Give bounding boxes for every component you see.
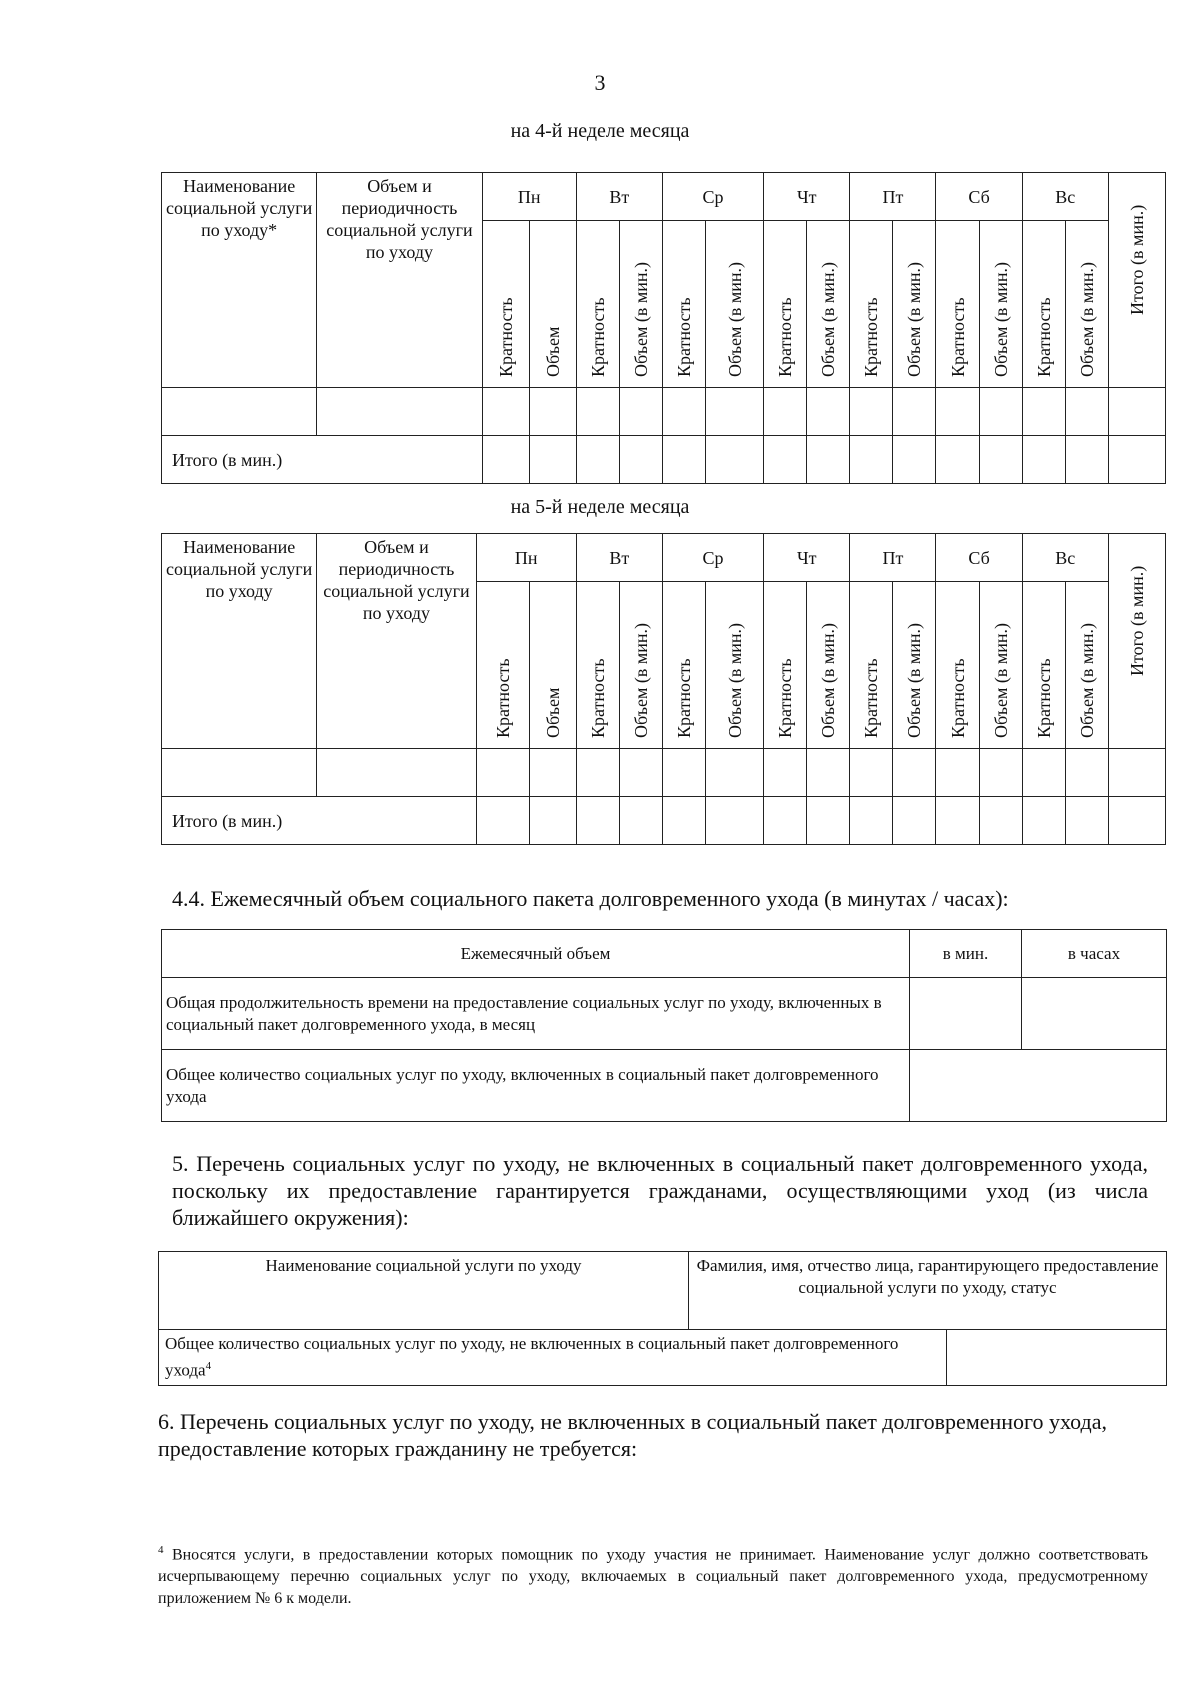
table-cell[interactable] <box>979 797 1022 845</box>
col-hours: в часах <box>1022 930 1167 978</box>
table-cell[interactable] <box>764 388 807 436</box>
week5-day-thu: Чт <box>764 534 850 582</box>
table-cell[interactable] <box>936 388 979 436</box>
week4-col-itogo: Итого (в мин.) <box>1108 173 1165 388</box>
section-6-heading: 6. Перечень социальных услуг по уходу, не включенных в социальный пакет долговременного ухода, предоставление которых гражданину не требуется: <box>158 1409 1108 1461</box>
week4-day-fri: Пт <box>850 173 936 221</box>
week5-total-label: Итого (в мин.) <box>162 797 477 845</box>
table-cell[interactable] <box>619 388 662 436</box>
week5-wed-obem: Объем (в мин.) <box>706 582 764 749</box>
table-cell[interactable] <box>1022 797 1065 845</box>
total-count-cell[interactable] <box>910 1050 1167 1122</box>
table-cell[interactable] <box>1108 749 1165 797</box>
week4-col-volume: Объем и периодичность социальной услуги по уходу <box>317 173 482 388</box>
week5-sat-obem: Объем (в мин.) <box>979 582 1022 749</box>
section-4-4-heading: 4.4. Ежемесячный объем социального пакета долговременного ухода (в минутах / часах): <box>172 886 1009 911</box>
week5-sun-kratnost: Кратность <box>1022 582 1065 749</box>
week4-day-mon: Пн <box>482 173 576 221</box>
table-cell[interactable] <box>529 749 576 797</box>
table-cell[interactable] <box>576 749 619 797</box>
table-cell[interactable] <box>764 797 807 845</box>
table-cell[interactable] <box>162 749 317 797</box>
table-cell[interactable] <box>1065 797 1108 845</box>
table-cell[interactable] <box>1065 388 1108 436</box>
week4-mon-kratnost: Кратность <box>482 221 529 388</box>
row-not-included-total: Общее количество социальных услуг по уходу, не включенных в социальный пакет долговременного ухода$^4$ <box>159 1330 947 1386</box>
table-cell[interactable] <box>317 388 482 436</box>
table-cell[interactable] <box>893 388 936 436</box>
week4-day-sat: Сб <box>936 173 1022 221</box>
footnote-text: Вносятся услуги, в предоставлении которых помощник по уходу участия не принимает. Наименование услуг должно соответствовать исчерпывающему перечню социальных услуг по уходу, включаемых в социальный пакет долговременного ухода, предусмотренному приложением № 6 к модели. <box>158 1546 1148 1608</box>
table-cell[interactable] <box>1065 436 1108 484</box>
table-cell[interactable] <box>706 749 764 797</box>
table-cell[interactable] <box>317 749 476 797</box>
week4-sat-kratnost: Кратность <box>936 221 979 388</box>
week4-day-thu: Чт <box>764 173 850 221</box>
row-total-duration: Общая продолжительность времени на предоставление социальных услуг по уходу, включенных в социальный пакет долговременного ухода, в месяц <box>162 978 910 1050</box>
table-cell[interactable] <box>529 797 576 845</box>
week4-fri-obem: Объем (в мин.) <box>893 221 936 388</box>
week5-thu-obem: Объем (в мин.) <box>807 582 850 749</box>
table-cell[interactable] <box>807 749 850 797</box>
week4-empty-row <box>162 388 1166 436</box>
table-cell[interactable] <box>482 388 529 436</box>
table-cell[interactable] <box>619 797 662 845</box>
page-number: 3 <box>594 70 606 95</box>
week5-day-mon: Пн <box>476 534 576 582</box>
col-service-name: Наименование социальной услуги по уходу <box>159 1252 689 1330</box>
table-cell[interactable] <box>1022 388 1065 436</box>
col-monthly-volume: Ежемесячный объем <box>162 930 910 978</box>
table-cell[interactable] <box>476 797 529 845</box>
footnote-mark: 4 <box>158 1544 164 1556</box>
week5-col-volume: Объем и периодичность социальной услуги по уходу <box>317 534 476 749</box>
table-cell[interactable] <box>893 797 936 845</box>
not-included-guaranteed-table <box>158 1251 1167 1386</box>
table-cell[interactable] <box>706 436 764 484</box>
week4-day-wed: Ср <box>662 173 763 221</box>
not-included-total-cell[interactable] <box>947 1330 1167 1386</box>
week4-day-sun: Вс <box>1022 173 1108 221</box>
table-cell[interactable] <box>529 436 576 484</box>
section-5-heading: 5. Перечень социальных услуг по уходу, не включенных в социальный пакет долговременного ухода, поскольку их предоставление гарантируется гражданами, осуществляющими уход (из числа ближайшего окружения): <box>172 1151 1148 1230</box>
table-cell[interactable] <box>576 797 619 845</box>
week4-fri-kratnost: Кратность <box>850 221 893 388</box>
table-cell[interactable] <box>576 436 619 484</box>
week5-thu-kratnost: Кратность <box>764 582 807 749</box>
week5-wed-kratnost: Кратность <box>662 582 705 749</box>
week5-sun-obem: Объем (в мин.) <box>1065 582 1108 749</box>
table-cell[interactable] <box>936 797 979 845</box>
table-cell[interactable] <box>936 749 979 797</box>
table-cell[interactable] <box>529 388 576 436</box>
table-cell[interactable] <box>764 436 807 484</box>
table-cell[interactable] <box>764 749 807 797</box>
week5-col-itogo: Итого (в мин.) <box>1108 534 1165 749</box>
week4-thu-kratnost: Кратность <box>764 221 807 388</box>
table-cell[interactable] <box>807 388 850 436</box>
week4-sat-obem: Объем (в мин.) <box>979 221 1022 388</box>
week5-day-tue: Вт <box>576 534 662 582</box>
table-cell[interactable] <box>1065 749 1108 797</box>
week4-mon-obem: Объем <box>529 221 576 388</box>
table-cell[interactable] <box>979 749 1022 797</box>
total-duration-hours-cell[interactable] <box>1022 978 1167 1050</box>
table-cell[interactable] <box>893 749 936 797</box>
table-cell[interactable] <box>476 749 529 797</box>
table-cell[interactable] <box>619 436 662 484</box>
table-cell[interactable] <box>662 749 705 797</box>
week4-col-name: Наименование социальной услуги по уходу* <box>162 173 317 388</box>
week5-table <box>161 533 1166 845</box>
week4-thu-obem: Объем (в мин.) <box>807 221 850 388</box>
table-cell[interactable] <box>162 388 317 436</box>
week4-tue-kratnost: Кратность <box>576 221 619 388</box>
table-cell[interactable] <box>850 749 893 797</box>
week4-wed-kratnost: Кратность <box>662 221 705 388</box>
week5-mon-kratnost: Кратность <box>476 582 529 749</box>
week5-total-row <box>162 797 1166 845</box>
table-cell[interactable] <box>1022 749 1065 797</box>
table-cell[interactable] <box>1108 436 1165 484</box>
week5-empty-row <box>162 749 1166 797</box>
footnote-ref: 4 <box>205 1360 212 1372</box>
week4-total-row <box>162 436 1166 484</box>
table-cell[interactable] <box>662 797 705 845</box>
week5-tue-obem: Объем (в мин.) <box>619 582 662 749</box>
footnote <box>158 1539 1148 1610</box>
table-cell[interactable] <box>850 388 893 436</box>
week5-day-wed: Ср <box>662 534 763 582</box>
table-cell[interactable] <box>936 436 979 484</box>
table-cell[interactable] <box>662 388 705 436</box>
table-cell[interactable] <box>850 797 893 845</box>
table-cell[interactable] <box>1022 436 1065 484</box>
week4-table <box>161 172 1166 484</box>
table-cell[interactable] <box>1108 797 1165 845</box>
table-cell[interactable] <box>807 436 850 484</box>
week5-day-sun: Вс <box>1022 534 1108 582</box>
week4-sun-kratnost: Кратность <box>1022 221 1065 388</box>
table-cell[interactable] <box>807 797 850 845</box>
week5-day-sat: Сб <box>936 534 1022 582</box>
table-cell[interactable] <box>706 388 764 436</box>
week5-sat-kratnost: Кратность <box>936 582 979 749</box>
row-total-count: Общее количество социальных услуг по уходу, включенных в социальный пакет долговременного ухода <box>162 1050 910 1122</box>
week5-fri-kratnost: Кратность <box>850 582 893 749</box>
week5-tue-kratnost: Кратность <box>576 582 619 749</box>
total-duration-minutes-cell[interactable] <box>910 978 1022 1050</box>
week4-total-label: Итого (в мин.) <box>162 436 483 484</box>
week5-day-fri: Пт <box>850 534 936 582</box>
table-cell[interactable] <box>706 797 764 845</box>
week4-sun-obem: Объем (в мин.) <box>1065 221 1108 388</box>
week4-caption: на 4-й неделе месяца <box>510 120 690 142</box>
table-cell[interactable] <box>619 749 662 797</box>
table-cell[interactable] <box>1108 388 1165 436</box>
col-minutes: в мин. <box>910 930 1022 978</box>
table-cell[interactable] <box>482 436 529 484</box>
table-cell[interactable] <box>979 388 1022 436</box>
week4-wed-obem: Объем (в мин.) <box>706 221 764 388</box>
week4-tue-obem: Объем (в мин.) <box>619 221 662 388</box>
monthly-volume-table <box>161 929 1167 1122</box>
table-cell[interactable] <box>850 436 893 484</box>
week5-col-name: Наименование социальной услуги по уходу <box>162 534 317 749</box>
week4-day-tue: Вт <box>576 173 662 221</box>
week5-fri-obem: Объем (в мин.) <box>893 582 936 749</box>
table-cell[interactable] <box>893 436 936 484</box>
week5-caption: на 5-й неделе месяца <box>510 496 690 518</box>
week5-mon-obem: Объем <box>529 582 576 749</box>
table-cell[interactable] <box>576 388 619 436</box>
col-guarantor: Фамилия, имя, отчество лица, гарантирующего предоставление социальной услуги по уходу, статус <box>689 1252 1167 1330</box>
table-cell[interactable] <box>662 436 705 484</box>
table-cell[interactable] <box>979 436 1022 484</box>
